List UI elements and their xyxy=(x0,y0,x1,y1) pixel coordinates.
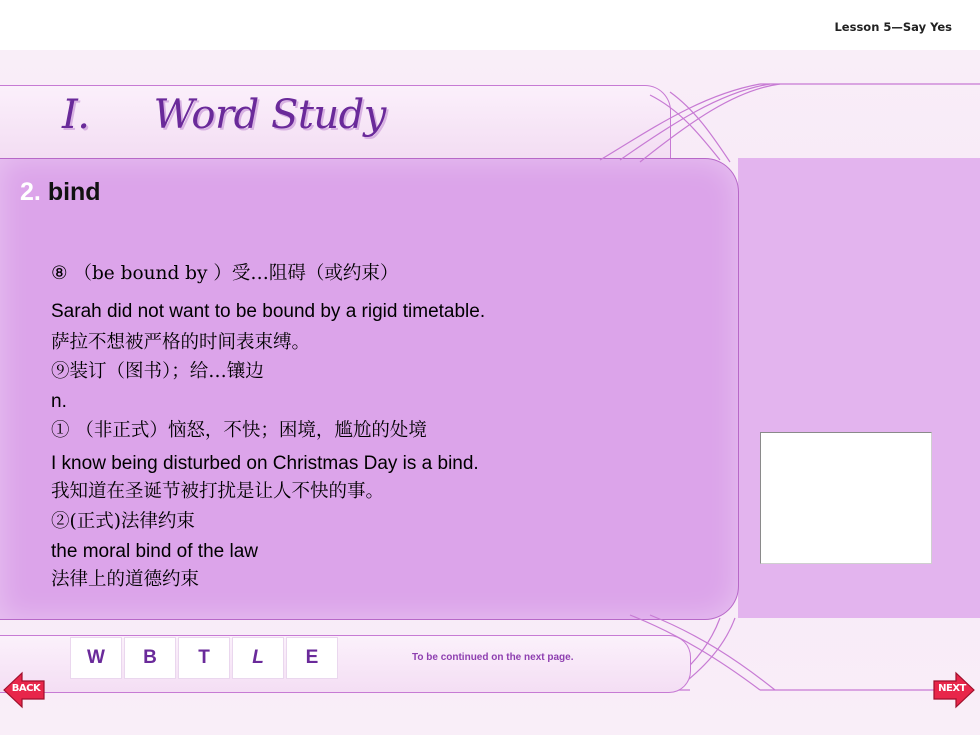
top-bar xyxy=(0,0,980,50)
lesson-title: Lesson 5—Say Yes xyxy=(834,20,952,34)
entry-line: ⑧ （be bound by ）受…阻碍（或约束） xyxy=(51,263,399,284)
word-number: 2. xyxy=(20,178,41,206)
section-title: Word Study xyxy=(153,92,386,138)
entry-line: n. xyxy=(51,391,67,412)
tab-e[interactable]: E xyxy=(286,637,338,679)
tab-w[interactable]: W xyxy=(70,637,122,679)
entry-line: the moral bind of the law xyxy=(51,541,259,562)
word-heading xyxy=(20,178,101,207)
entry-line: 我知道在圣诞节被打扰是让人不快的事。 xyxy=(51,481,385,502)
next-button[interactable] xyxy=(932,671,976,709)
tab-t[interactable]: T xyxy=(178,637,230,679)
page-title xyxy=(62,92,386,138)
image-placeholder xyxy=(760,432,932,564)
back-button[interactable] xyxy=(2,671,46,709)
tab-b[interactable]: B xyxy=(124,637,176,679)
back-label: BACK xyxy=(11,683,41,694)
entry-line: 法律上的道德约束 xyxy=(51,569,200,590)
tab-l[interactable]: L xyxy=(232,637,284,679)
entry-line: ① （非正式）恼怒，不快；困境，尴尬的处境 xyxy=(51,420,427,441)
entry-line: I know being disturbed on Christmas Day is a bind. xyxy=(51,453,479,474)
nav-tabs xyxy=(70,637,338,677)
section-number: I. xyxy=(62,92,90,138)
entry-line: ⑨装订（图书）；给…镶边 xyxy=(51,361,264,382)
next-label: NEXT xyxy=(938,683,966,694)
word-term: bind xyxy=(47,178,101,206)
entry-line: ②(正式)法律约束 xyxy=(51,511,195,532)
continued-note: To be continued on the next page. xyxy=(412,652,574,663)
entry-line: Sarah did not want to be bound by a rigid timetable. xyxy=(51,301,486,322)
entry-line: 萨拉不想被严格的时间表束缚。 xyxy=(51,332,311,353)
